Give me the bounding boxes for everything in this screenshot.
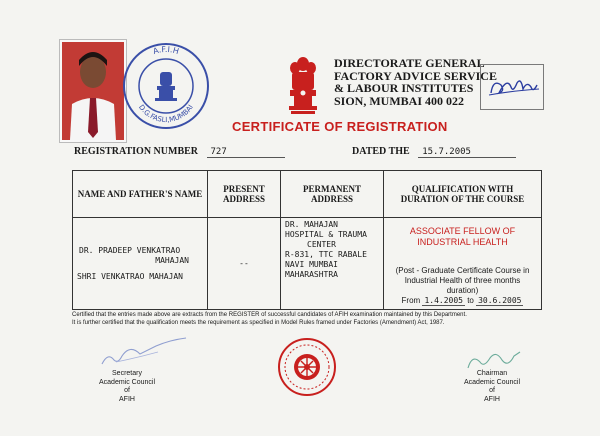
holder-name-line-2: MAHAJAN (155, 255, 189, 265)
qualification-title (388, 226, 537, 248)
course-duration (388, 296, 537, 305)
chairman-of: of (489, 387, 495, 394)
secretary-block (92, 370, 162, 404)
certification-notes (72, 312, 467, 327)
certificate-title: CERTIFICATE OF REGISTRATION (232, 119, 448, 134)
header-line-2: FACTORY ADVICE SERVICE (334, 68, 497, 83)
qualification-line-1: ASSOCIATE FELLOW OF (409, 226, 516, 236)
to-date: 30.6.2005 (478, 296, 522, 305)
header-line-4: SION, MUMBAI 400 022 (334, 93, 465, 108)
table-header-row (73, 171, 542, 218)
name-cell (73, 218, 208, 310)
registration-date (352, 146, 516, 158)
chairman-council: Academic Council (463, 378, 521, 386)
from-label: From (401, 296, 421, 305)
secretary-council: Academic Council (98, 378, 156, 386)
header-permanent-address: PERMANENT ADDRESS (281, 171, 384, 218)
to-label: to (467, 296, 474, 305)
holder-name-line-1: DR. PRADEEP VENKATRAO (79, 245, 181, 255)
perm-address-line-5: NAVI MUMBAI (285, 260, 338, 269)
registration-number-label: REGISTRATION NUMBER (74, 146, 198, 157)
registration-date-label: DATED THE (352, 146, 410, 157)
chairman-title: Chairman (476, 370, 508, 377)
holder-signature-box (480, 64, 544, 110)
perm-address-line-1: DR. MAHAJAN (285, 220, 338, 229)
qualification-line-2: INDUSTRIAL HEALTH (417, 237, 508, 247)
chairman-org: AFIH (484, 395, 500, 403)
registration-date-value: 15.7.2005 (418, 147, 516, 158)
seal-top-text: A.F.I.H (151, 44, 180, 57)
registration-number-value: 727 (207, 147, 285, 158)
svg-text:A.F.I.H (152, 45, 180, 56)
permanent-address-cell (281, 218, 384, 310)
holder-photo (60, 40, 126, 142)
secretary-signature (96, 334, 192, 370)
council-seal-icon (276, 336, 338, 398)
note-line-2: It is further certified that the qualification meets the requirement as specified in Model Rules framed under Factories (Amendment) Act, 1987. (72, 319, 445, 326)
father-name: SHRI VENKATRAO MAHAJAN (77, 271, 183, 281)
qualification-cell (384, 218, 542, 310)
header-line-1: DIRECTORATE GENERAL (334, 56, 485, 70)
present-address-cell: -- (208, 218, 281, 310)
qualification-desc-2: Industrial Health of three months duration) (404, 276, 521, 295)
chairman-block (452, 370, 532, 404)
perm-address-line-3: CENTER (307, 240, 336, 249)
note-line-1: Certified that the entries made above are extracts from the REGISTER of successful candidates of AFIH examination maintained by this Department. (72, 312, 467, 318)
department-seal (120, 40, 212, 132)
perm-address-line-4: R-831, TTC RABALE (285, 250, 367, 259)
registration-number (74, 146, 285, 158)
qualification-desc-1: (Post - Graduate Certificate Course in (395, 266, 530, 275)
seal-bottom-text: D.G.FASLI,MUMBAI (137, 103, 195, 125)
qualification-description (388, 266, 537, 296)
secretary-of: of (124, 387, 130, 394)
table-row (73, 218, 542, 310)
from-date: 1.4.2005 (424, 296, 463, 305)
header-name: NAME AND FATHER'S NAME (73, 171, 208, 218)
holder-signature (481, 65, 543, 109)
registration-table (72, 170, 542, 310)
secretary-title: Secretary (112, 370, 142, 377)
header-line-3: & LABOUR INSTITUTES (334, 81, 474, 95)
national-emblem-icon (286, 54, 320, 116)
perm-address-line-6: MAHARASHTRA (285, 270, 338, 279)
header-present-address: PRESENT ADDRESS (208, 171, 281, 218)
secretary-org: AFIH (119, 395, 135, 403)
issuer-header (334, 57, 497, 107)
header-qualification: QUALIFICATION WITH DURATION OF THE COURSE (384, 171, 542, 218)
perm-address-line-2: HOSPITAL & TRAUMA (285, 230, 367, 239)
